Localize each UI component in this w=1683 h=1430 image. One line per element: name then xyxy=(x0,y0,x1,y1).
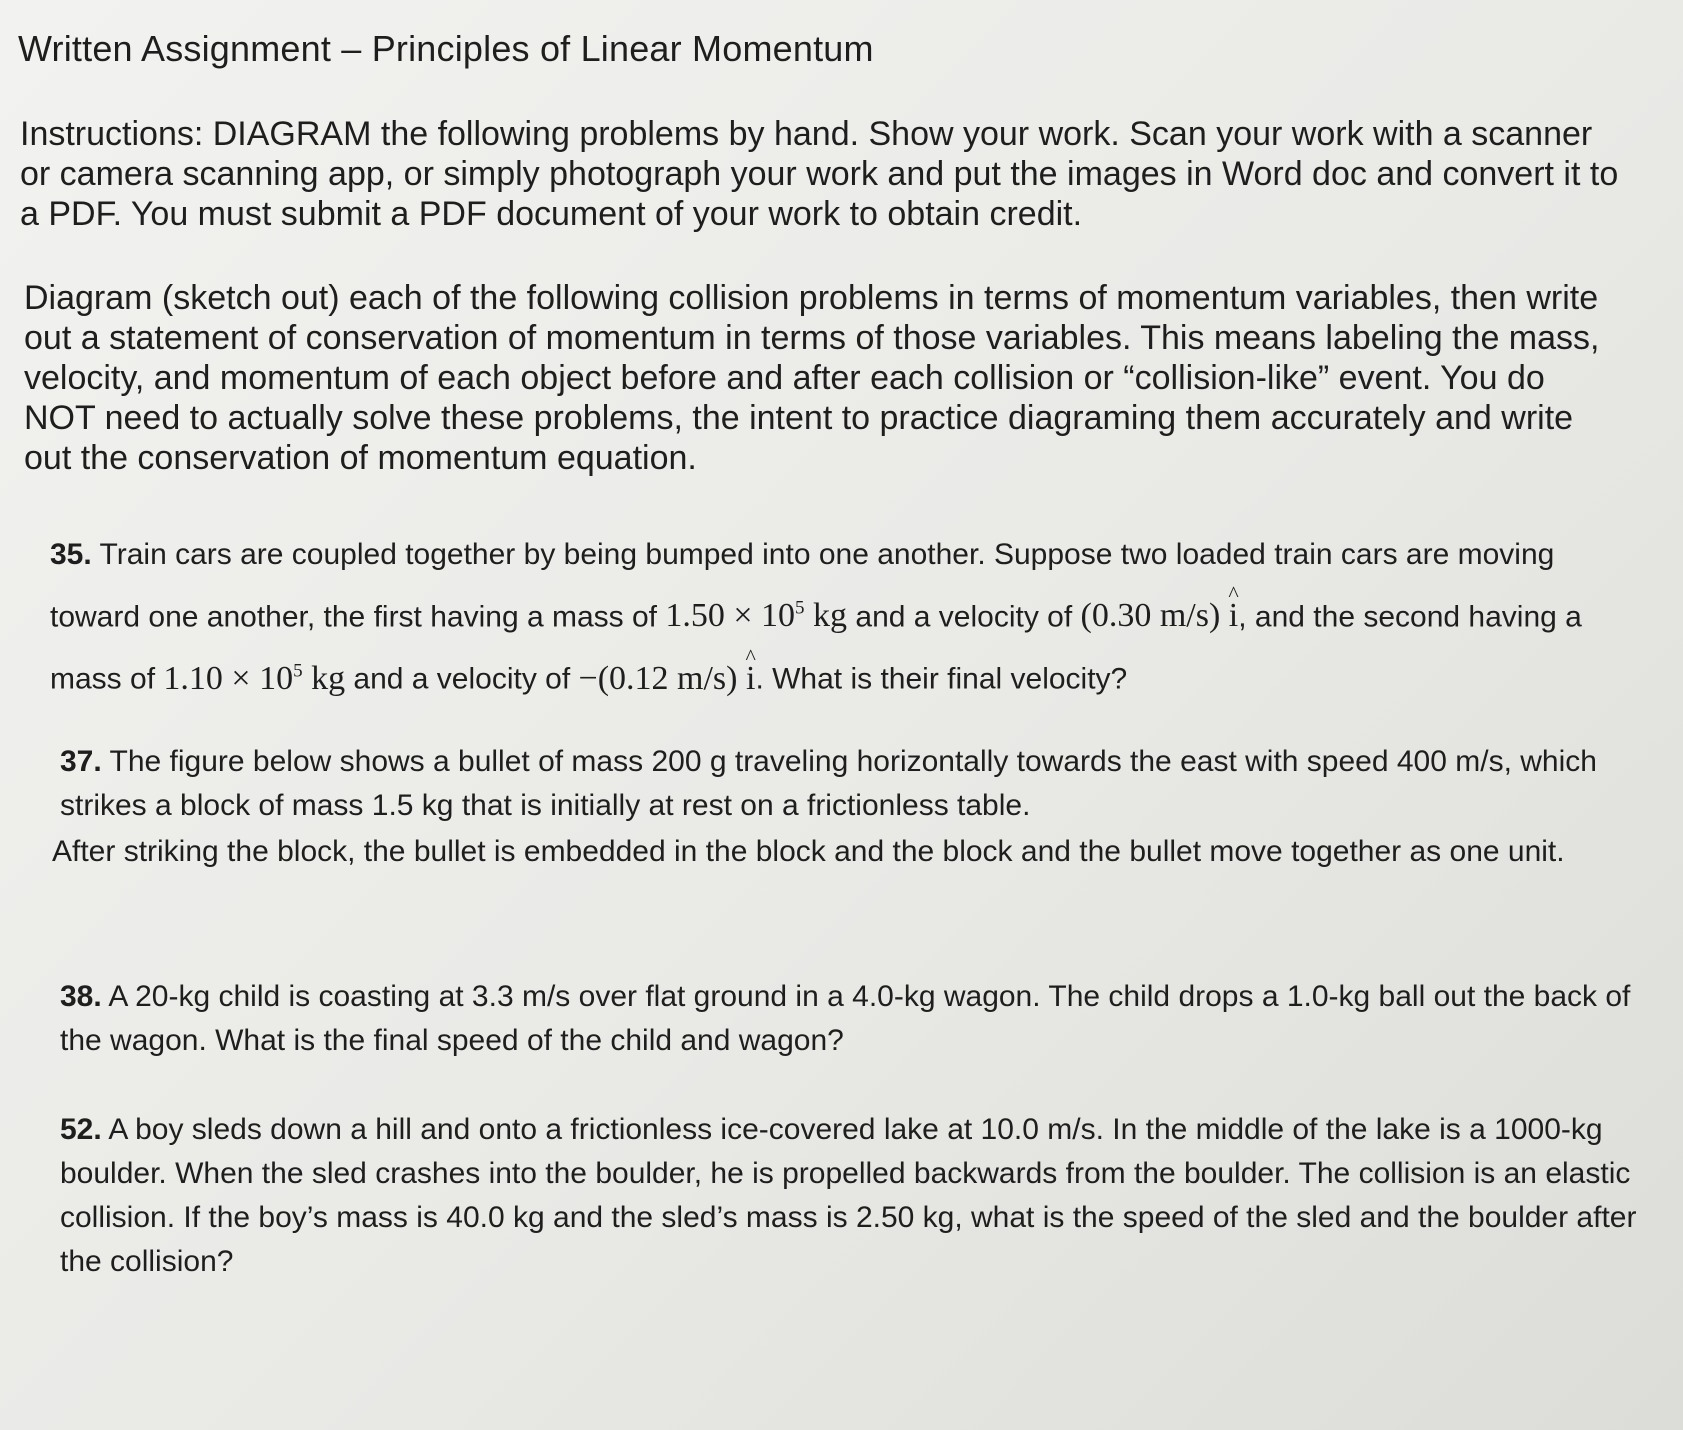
problem-number: 35. xyxy=(50,538,92,571)
problem-text: A boy sleds down a hill and onto a frictionless ice-covered lake at 10.0 m/s. In the middle of the lake is a 1000-kg boulder. When the sled crashes into the boulder, he is propelled backwards from the boulder. The collision is an elastic collision. If the boy’s mass is 40.0 kg and the sled’s mass is 2.50 kg, what is the speed of the sled and the boulder after the collision? xyxy=(60,1113,1637,1278)
problem-37 xyxy=(60,740,1640,828)
problem-text: and a velocity of xyxy=(847,600,1081,634)
problem-text: , and the second having a mass of xyxy=(50,600,1582,696)
problem-text: . What is their final velocity? xyxy=(755,662,1128,696)
problem-text: The figure below shows a bullet of mass 200 g traveling horizontally towards the east with speed 400 m/s, which strikes a block of mass 1.5 kg that is initially at rest on a frictionless table. xyxy=(60,745,1597,822)
page-title: Written Assignment – Principles of Linear Momentum xyxy=(18,28,874,69)
problem-38 xyxy=(60,975,1640,1063)
problem-number: 37. xyxy=(60,745,102,778)
mass-1: $1.50 \times 10^5$ kg xyxy=(665,597,848,635)
problem-number: 52. xyxy=(60,1113,102,1146)
velocity-2: −(0.12 m/s) i ^ xyxy=(579,660,756,697)
velocity-1: (0.30 m/s) i ^ xyxy=(1081,597,1239,634)
problem-number: 38. xyxy=(60,980,102,1013)
problem-52 xyxy=(60,1108,1640,1284)
mass-2: $1.10 \times 10^5$ kg xyxy=(163,659,346,697)
instructions-paragraph: Instructions: DIAGRAM the following problems by hand. Show your work. Scan your work with a scanner or camera scanning app, or simply photograph your work and put the images in Word doc and convert it to a PDF. You must submit a PDF document of your work to obtain credit. xyxy=(20,115,1619,233)
problem-37-continued: After striking the block, the bullet is embedded in the block and the block and the bullet move together as one unit. xyxy=(52,835,1565,868)
diagram-intro-paragraph: Diagram (sketch out) each of the following collision problems in terms of momentum variables, then write out a statement of conservation of momentum in terms of those variables. This means labeling the mass, velocity, and momentum of each object before and after each collision or “collision-like” event. You do NOT need to actually solve these problems, the intent to practice diagraming them accurately and write out the conservation of momentum equation. xyxy=(24,279,1600,477)
problem-35 xyxy=(50,528,1630,707)
problem-text: A 20-kg child is coasting at 3.3 m/s over flat ground in a 4.0-kg wagon. The child drops a 1.0-kg ball out the back of the wagon. What is the final speed of the child and wagon? xyxy=(60,980,1631,1057)
problem-text: and a velocity of xyxy=(345,662,579,696)
problem-text: Train cars are coupled together by being bumped into one another. Suppose two loaded train cars are moving toward one another, the first having a mass of xyxy=(50,538,1555,634)
